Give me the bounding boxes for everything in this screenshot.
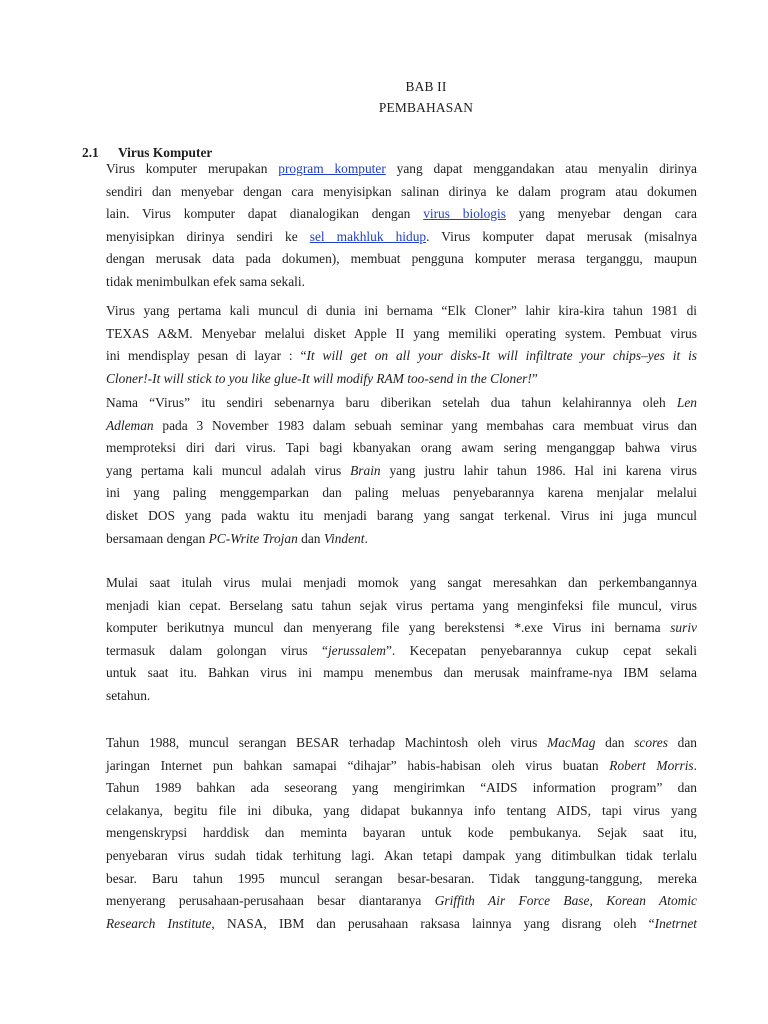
italic-name: Research Institute bbox=[106, 915, 212, 931]
line bbox=[106, 158, 697, 181]
text-run: dan bbox=[595, 735, 635, 750]
text-run: menyerang perusahaan-perusahaan besar diantaranya bbox=[106, 893, 435, 909]
section-title: Virus Komputer bbox=[118, 145, 213, 160]
link-virus-biologis[interactable]: virus biologis bbox=[423, 206, 506, 222]
line bbox=[106, 732, 697, 755]
text-run: yang menyebar dengan cara bbox=[505, 206, 697, 222]
text-run: , bbox=[589, 893, 607, 909]
paragraph-5 bbox=[106, 732, 697, 935]
text-run: termasuk dalam golongan virus “ bbox=[106, 642, 328, 658]
link-program-komputer[interactable]: program komputer bbox=[278, 161, 386, 176]
text-run: pada 3 November 1983 dalam sebuah seminar yang membahas cara membuat virus dan bbox=[153, 417, 697, 433]
text-run: jaringan Internet pun bahkan samapai “dihajar” habis-habisan oleh virus buatan bbox=[106, 757, 610, 773]
link-sel-makhluk-hidup[interactable]: sel makhluk hidup bbox=[309, 228, 427, 244]
text-run: yang pertama kali muncul adalah virus bbox=[106, 462, 351, 478]
line bbox=[106, 460, 697, 483]
text-run: yang justru lahir tahun 1986. Hal ini karena virus bbox=[380, 462, 697, 478]
line bbox=[106, 913, 697, 936]
line: TEXAS A&M. Menyebar melalui disket Apple II yang memiliki operating system. Pembuat virus bbox=[106, 325, 697, 341]
text-run: bersamaan dengan bbox=[106, 530, 209, 546]
italic-name: Griffith Air Force Base bbox=[434, 893, 590, 909]
line: menjadi kian cepat. Berselang satu tahun sejak virus pertama yang menginfeksi file muncul, virus bbox=[106, 597, 697, 613]
section-number: 2.1 bbox=[82, 145, 99, 160]
text-run: lain. Virus komputer dapat dianalogikan dengan bbox=[106, 206, 424, 222]
chapter-title: PEMBAHASAN bbox=[378, 100, 474, 115]
line bbox=[106, 226, 697, 249]
chapter-label: BAB II bbox=[405, 79, 447, 94]
text-run: Virus komputer merupakan bbox=[106, 161, 279, 176]
line bbox=[106, 345, 697, 368]
paragraph-2 bbox=[106, 300, 697, 390]
text-run: ” bbox=[531, 370, 538, 386]
line bbox=[106, 392, 697, 415]
quote-italic: It will get on all your disks-It will infiltrate your chips–yes it is bbox=[306, 348, 697, 364]
line: penyebaran virus sudah tidak terhitung lagi. Akan tetapi dampak yang ditimbulkan tidak terlalu bbox=[106, 847, 697, 863]
line: besar. Baru tahun 1995 muncul serangan besar-besaran. Tidak tanggung-tanggung, mereka bbox=[106, 870, 697, 886]
line: memproteksi diri dari virus. Tapi bagi kbanyakan orang awam sering menganggap bahwa virus bbox=[106, 440, 697, 456]
text-run: dan bbox=[667, 735, 698, 750]
line bbox=[106, 617, 697, 640]
text-run: ”. Kecepatan penyebarannya cukup cepat sekali bbox=[385, 642, 697, 658]
text-run: Tahun 1988, muncul serangan BESAR terhadap Machintosh oleh virus bbox=[106, 735, 548, 750]
text-run: dan bbox=[297, 530, 324, 546]
line: ini yang paling menggemparkan dan paling meluas penyebarannya karena menjalar melalui bbox=[106, 485, 697, 501]
text-run: . bbox=[364, 530, 368, 546]
line: Virus yang pertama kali muncul di dunia ini bernama “Elk Cloner” lahir kira-kira tahun 1981 di bbox=[106, 303, 697, 318]
text-run: yang dapat menggandakan atau menyalin dirinya bbox=[385, 161, 697, 176]
line: Mulai saat itulah virus mulai menjadi momok yang sangat meresahkan dan perkembangannya bbox=[106, 575, 697, 590]
line: disket DOS yang pada waktu itu menjadi barang yang sangat terkenal. Virus ini juga muncul bbox=[106, 507, 697, 523]
text-run: menyisipkan dirinya sendiri ke bbox=[106, 228, 310, 244]
italic-name: Adleman bbox=[106, 417, 154, 433]
text-run: . Virus komputer dapat merusak (misalnya bbox=[426, 228, 698, 244]
line: dengan merusak data pada dokumen), membuat pengguna komputer merasa terganggu, maupun bbox=[106, 251, 697, 267]
line: Tahun 1989 bahkan ada seseorang yang mengirimkan “AIDS information program” dan bbox=[106, 780, 697, 796]
text-run: . bbox=[693, 757, 697, 773]
text-run: ini mendisplay pesan di layar : “ bbox=[106, 348, 307, 364]
line: setahun. bbox=[106, 687, 151, 703]
italic-name: PC-Write Trojan bbox=[208, 530, 298, 546]
italic-name: jerussalem bbox=[327, 642, 386, 658]
line bbox=[106, 528, 697, 551]
line: tidak menimbulkan efek sama sekali. bbox=[106, 273, 305, 289]
line bbox=[106, 203, 697, 226]
italic-name: MacMag bbox=[547, 735, 596, 750]
paragraph-3 bbox=[106, 392, 697, 550]
line: mengenskrypsi harddisk dan meminta bayaran untuk kode pembukanya. Sejak saat itu, bbox=[106, 825, 697, 841]
italic-name: Brain bbox=[350, 462, 381, 478]
text-run: , NASA, IBM dan perusahaan raksasa lainnya yang disrang oleh “ bbox=[211, 915, 655, 931]
paragraph-4 bbox=[106, 572, 697, 708]
line bbox=[106, 890, 697, 913]
italic-name: Inetrnet bbox=[654, 915, 697, 931]
line bbox=[106, 755, 697, 778]
paragraph-1 bbox=[106, 158, 697, 294]
line: sendiri dan menyebar dengan cara menyisipkan salinan dirinya ke dalam program atau dokumen bbox=[106, 183, 697, 199]
italic-name: Len bbox=[676, 395, 697, 410]
line bbox=[106, 368, 697, 391]
line bbox=[106, 640, 697, 663]
italic-name: Robert Morris bbox=[609, 757, 694, 773]
line: celakanya, begitu file ini dibuka, yang didapat bukannya info tentang AIDS, tapi virus yang bbox=[106, 802, 697, 818]
line bbox=[106, 415, 697, 438]
line: untuk saat itu. Bahkan virus ini mampu menembus dan merusak mainframe-nya IBM selama bbox=[106, 665, 697, 681]
quote-italic: Cloner!-It will stick to you like glue-It will modify RAM too-send in the Cloner! bbox=[106, 370, 532, 386]
italic-name: scores bbox=[634, 735, 668, 750]
italic-name: Korean Atomic bbox=[606, 893, 697, 909]
italic-name: Vindent bbox=[323, 530, 365, 546]
italic-name: suriv bbox=[670, 620, 697, 636]
text-run: Nama “Virus” itu sendiri sebenarnya baru diberikan setelah dua tahun kelahirannya oleh bbox=[106, 395, 677, 410]
text-run: komputer berikutnya muncul dan menyerang file yang berekstensi *.exe Virus ini bernama bbox=[106, 620, 671, 636]
